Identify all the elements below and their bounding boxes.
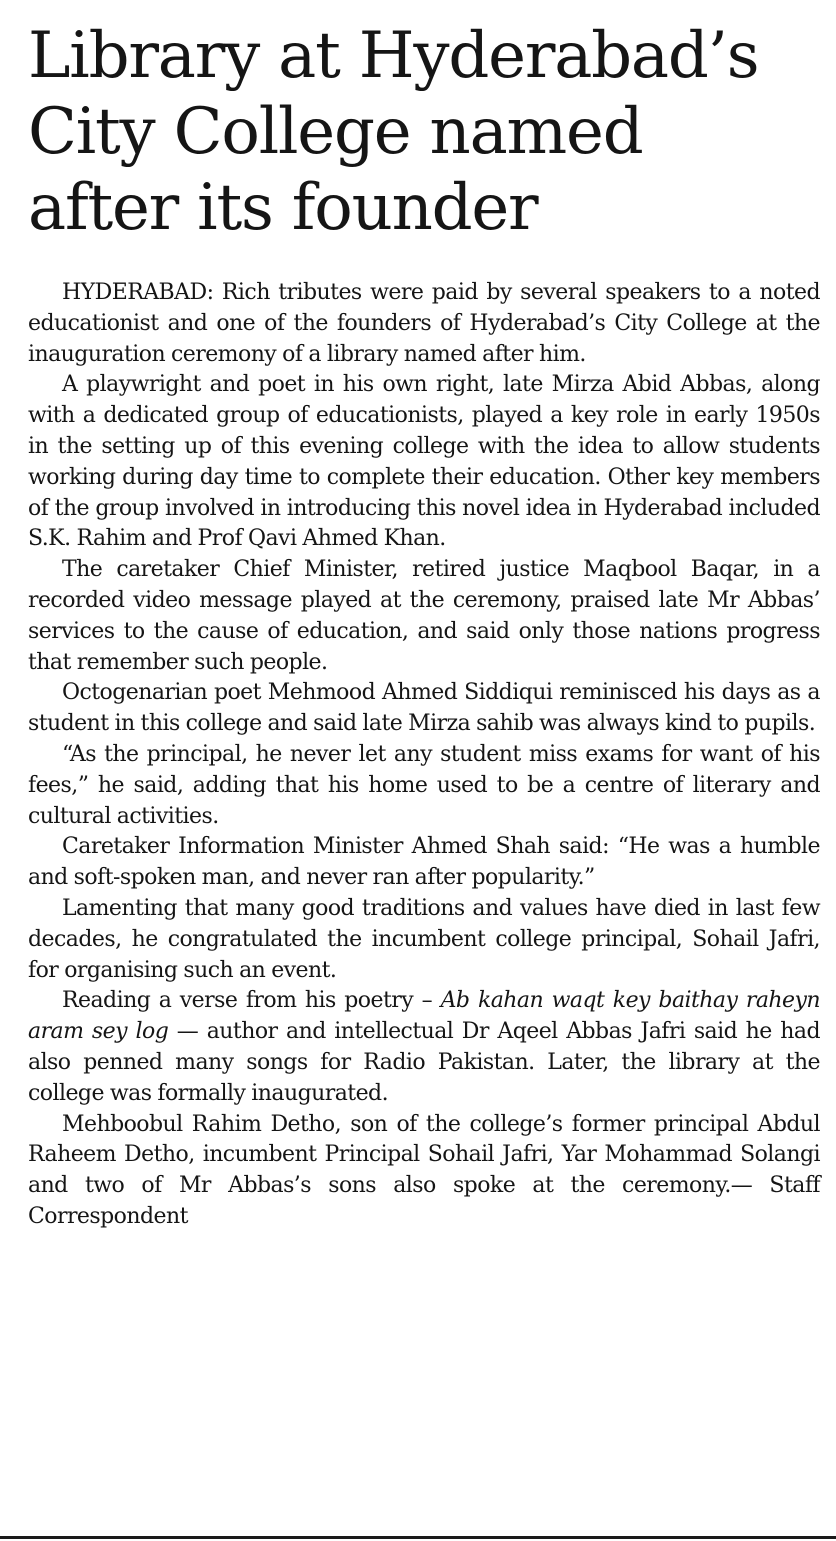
news-article	[28, 0, 820, 1233]
bottom-rule	[0, 1536, 836, 1539]
headline-line-1: Library at Hyderabad’s	[28, 19, 759, 93]
article-body	[28, 278, 820, 1233]
paragraph-chief-minister: The caretaker Chief Minister, retired justice Maqbool Baqar, in a recorded video message played at the ceremony, praised late Mr Abbas’ services to the cause of education, and said only those nations progress that remember such people.	[28, 557, 820, 675]
headline	[28, 0, 820, 246]
verse-continuation: — author and intellectual Dr Aqeel Abbas Jafri said he had also penned many songs for Radio Pakistan. Later, the library at the college was formally inaugurated.	[28, 1019, 820, 1106]
paragraph-poet-siddiqui: Octogenarian poet Mehmood Ahmed Siddiqui reminisced his days as a student in this college and said late Mirza sahib was always kind to pupils.	[28, 680, 820, 737]
verse-quote: Ab kahan waqt key baithay raheyn aram sey log	[28, 988, 821, 1045]
headline-line-3: after its founder	[28, 171, 538, 245]
paragraph-information-minister: Caretaker Information Minister Ahmed Shah said: “He was a humble and soft-spoken man, and never ran after popularity.”	[28, 834, 820, 891]
paragraph-dateline: HYDERABAD: Rich tributes were paid by several speakers to a noted educationist and one of the founders of Hyderabad’s City College at the inauguration ceremony of a library named after him.	[28, 280, 820, 367]
headline-line-2: City College named	[28, 95, 643, 169]
paragraph-verse	[28, 986, 820, 1109]
paragraph-principal-quote: “As the principal, he never let any student miss exams for want of his fees,” he said, adding that his home used to be a centre of literary and cultural activities.	[28, 741, 820, 829]
paragraph-speakers: Mehboobul Rahim Detho, son of the college’s former principal Abdul Raheem Detho, incumbent Principal Sohail Jafri, Yar Mohammad Solangi and two of Mr Abbas’s sons also spoke at the ceremony.— Staff Correspondent	[28, 1111, 820, 1229]
paragraph-founder-background: A playwright and poet in his own right, late Mirza Abid Abbas, along with a dedicated group of educationists, played a key role in early 1950s in the setting up of this evening college with the idea to allow students working during day time to complete their education. Other key members of the group involved in introducing this novel idea in Hyderabad included S.K. Rahim and Prof Qavi Ahmed Khan.	[28, 372, 820, 552]
verse-intro: Reading a verse from his poetry –	[62, 988, 441, 1014]
paragraph-traditions: Lamenting that many good traditions and values have died in last few decades, he congratulated the incumbent college principal, Sohail Jafri, for organising such an event.	[28, 895, 820, 983]
